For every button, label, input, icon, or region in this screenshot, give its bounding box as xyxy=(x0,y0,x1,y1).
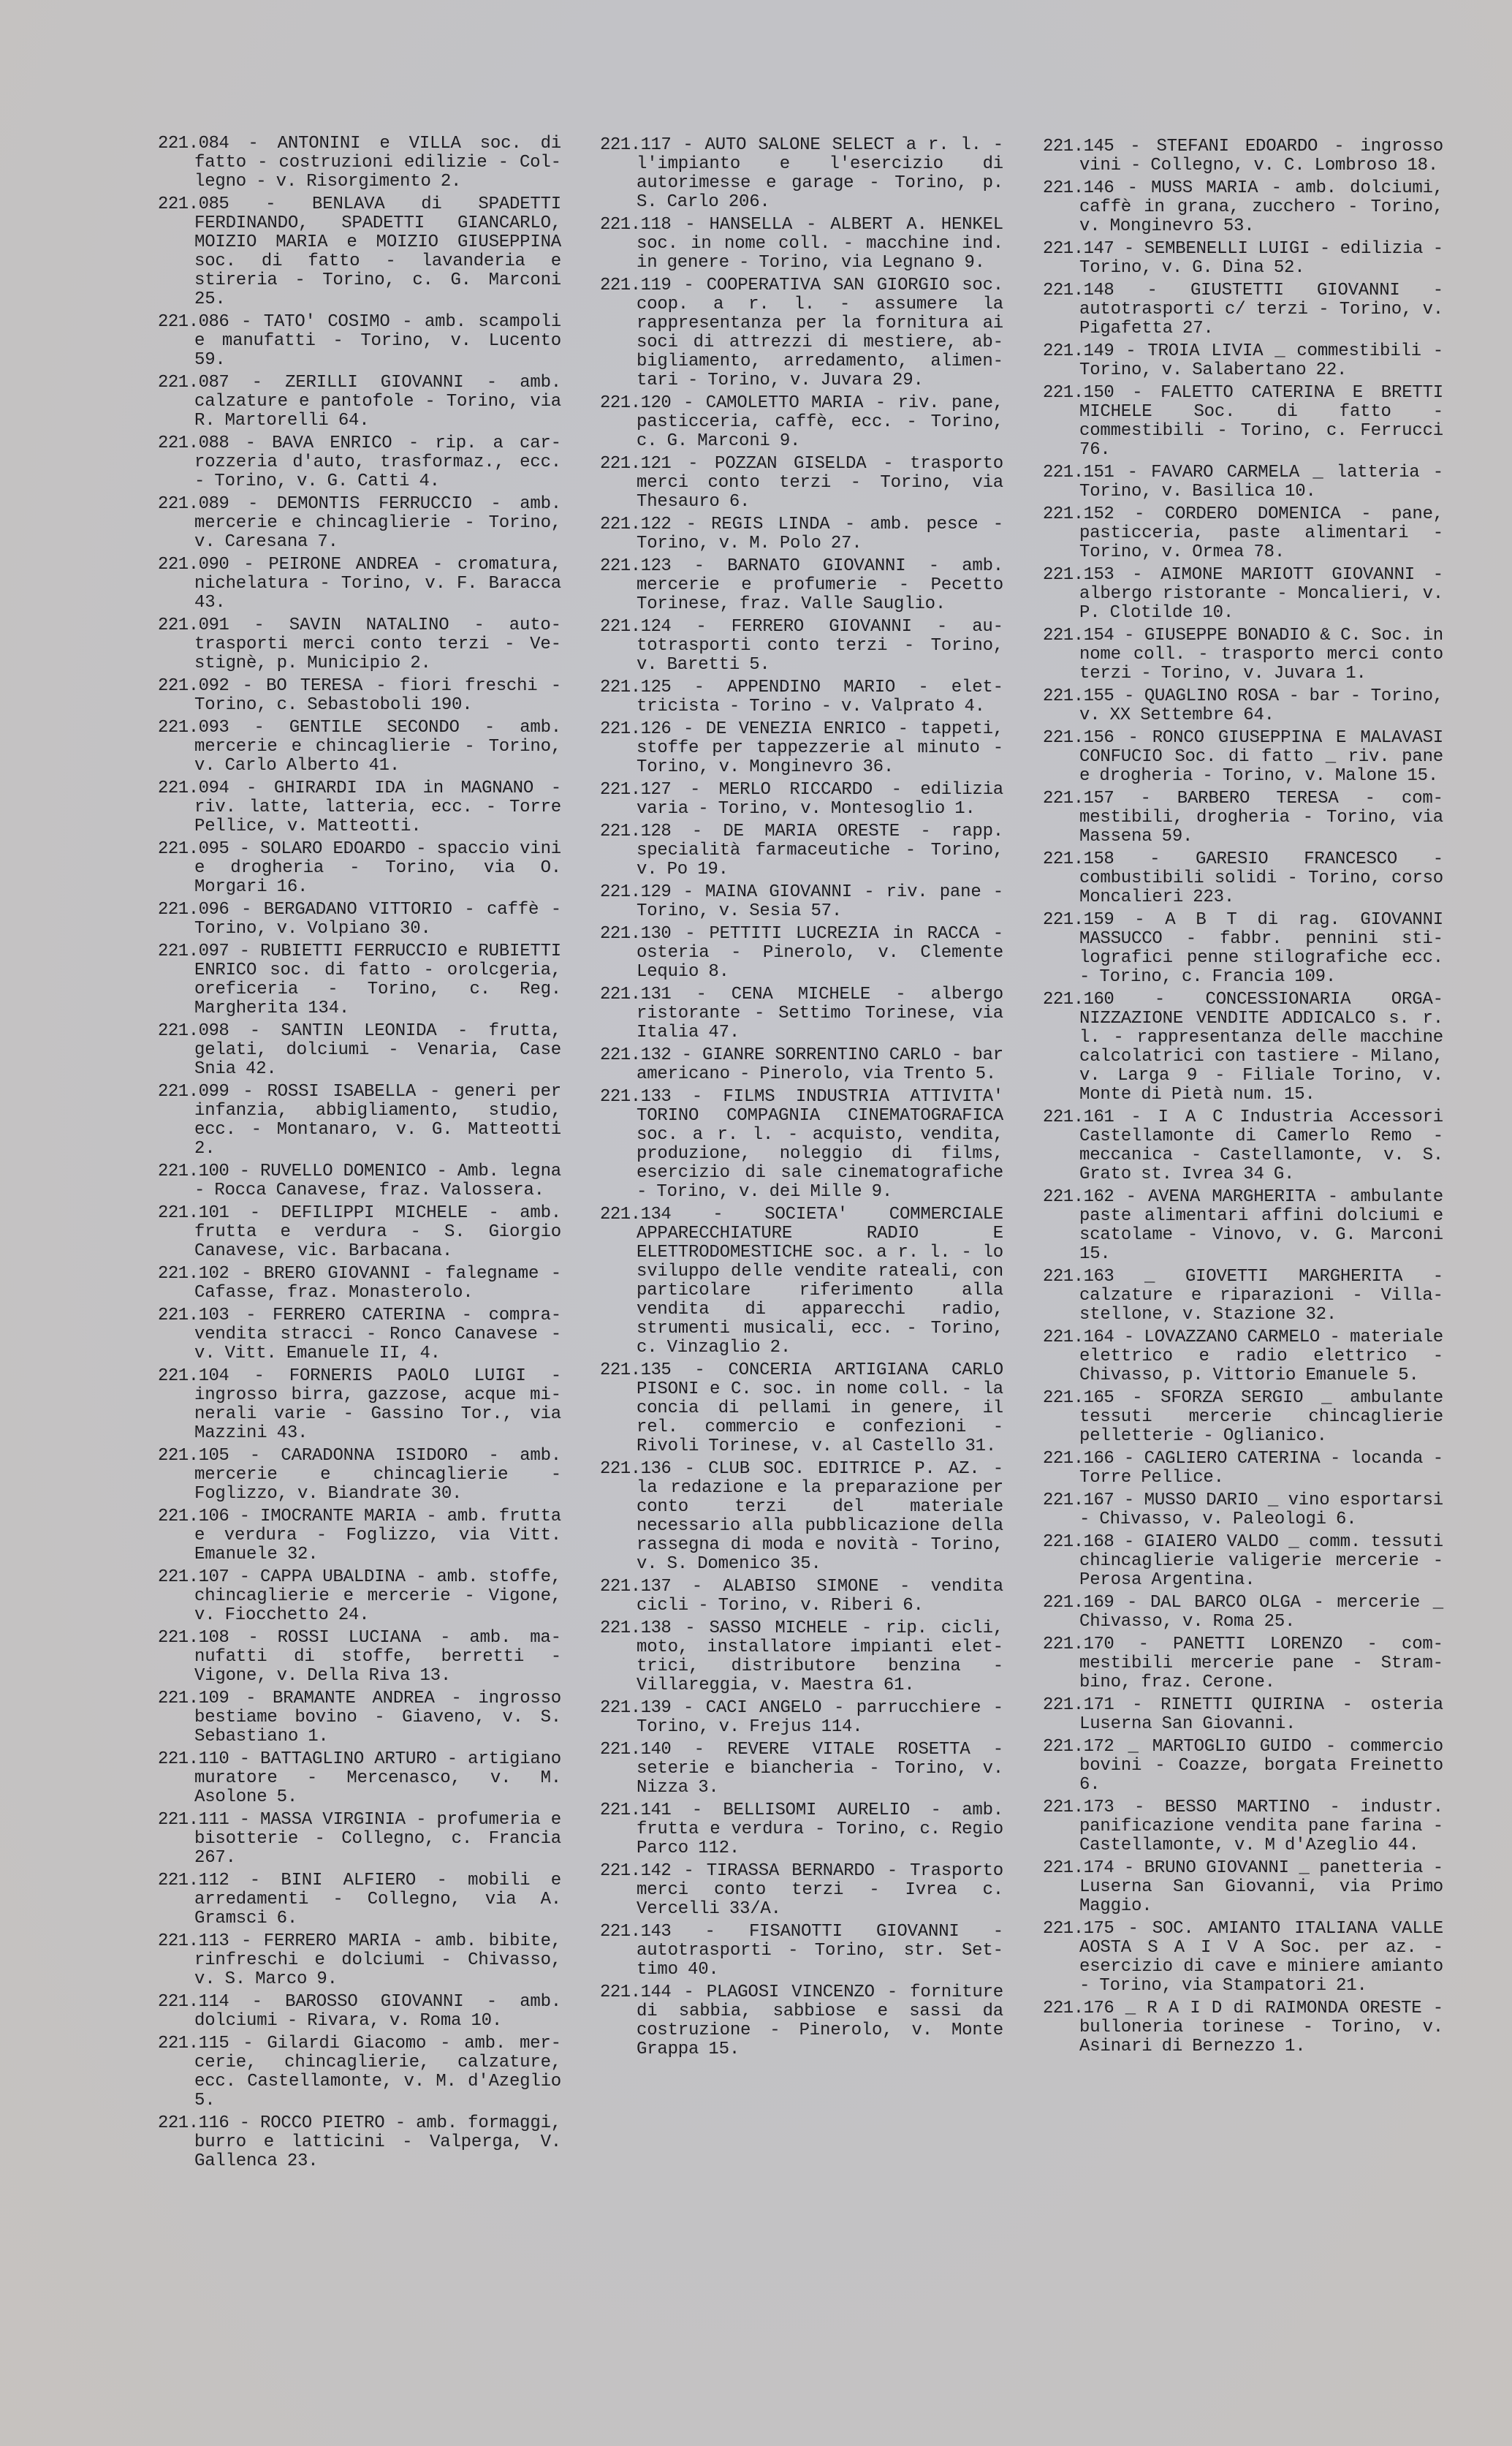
registry-entry xyxy=(1043,137,1443,175)
registry-entry xyxy=(1043,1920,1443,1996)
registry-entry xyxy=(158,135,561,192)
entry-number: 221.084 xyxy=(158,134,229,154)
registry-entry xyxy=(158,1629,561,1686)
registry-entry xyxy=(1043,729,1443,786)
entry-text: - MUSSO DARIO _ vino esportarsi - Chivasso, v. Paleologi 6. xyxy=(1079,1491,1444,1529)
entry-text: _ MARTOGLIO GUIDO - commercio bovini - Coazze, borgata Freinetto 6. xyxy=(1079,1737,1443,1795)
registry-entry xyxy=(158,556,561,613)
entry-number: 221.150 xyxy=(1043,383,1114,403)
entry-text: - SASSO MICHELE - rip. cicli, moto, installatore impianti elettrici, distributore benzina - Villareggia, v. Maestra 61. xyxy=(637,1618,1003,1695)
entry-text: - SFORZA SERGIO _ ambulante tessuti mercerie chincaglierie pelletterie - Oglianico. xyxy=(1079,1388,1444,1446)
entry-text: - BAROSSO GIOVANNI - amb. dolciumi - Rivara, v. Roma 10. xyxy=(194,1992,562,2031)
entry-text: - BESSO MARTINO - industr. panificazione vendita pane farina - Castellamonte, v. M d'Azeglio 44. xyxy=(1079,1798,1444,1855)
entry-text: - FERRERO MARIA - amb. bibite, rinfreschi e dolciumi - Chivasso, v. S. Marco 9. xyxy=(194,1931,562,1989)
registry-entry xyxy=(600,822,1003,879)
entry-number: 221.087 xyxy=(158,373,229,393)
entry-number: 221.093 xyxy=(158,718,229,738)
registry-entry xyxy=(1043,342,1443,380)
entry-text: - FALETTO CATERINA E BRETTI MICHELE Soc. di fatto - commestibili - Torino, c. Ferrucci 76. xyxy=(1079,383,1444,460)
entry-number: 221.172 xyxy=(1043,1737,1114,1757)
entry-text: - CENA MICHELE - albergo ristorante - Settimo Torinese, via Italia 47. xyxy=(637,985,1003,1042)
entry-number: 221.089 xyxy=(158,494,229,514)
entry-number: 221.148 xyxy=(1043,281,1114,300)
entry-number: 221.168 xyxy=(1043,1532,1114,1552)
entry-text: - AUTO SALONE SELECT a r. l. - l'impianto e l'esercizio di autorimesse e garage - Torino, p. S. Carlo 206. xyxy=(637,135,1004,212)
entry-number: 221.119 xyxy=(600,276,672,295)
registry-entry xyxy=(600,883,1003,921)
entry-number: 221.133 xyxy=(600,1087,672,1107)
entry-number: 221.132 xyxy=(600,1045,672,1065)
registry-entry xyxy=(600,781,1003,819)
column-right xyxy=(1043,137,1443,2060)
entry-text: - CARADONNA ISIDORO - amb. mercerie e chincaglierie - Foglizzo, v. Biandrate 30. xyxy=(194,1446,562,1504)
entry-number: 221.100 xyxy=(158,1162,229,1181)
entry-text: - FORNERIS PAOLO LUIGI - ingrosso birra, gazzose, acque minerali varie - Gassino Tor., via Mazzini 43. xyxy=(194,1366,561,1443)
column-middle xyxy=(600,136,1003,2063)
entry-text: - PEIRONE ANDREA - cromatura, nichelatura - Torino, v. F. Baracca 43. xyxy=(194,555,561,613)
entry-text: - SOLARO EDOARDO - spaccio vini e drogheria - Torino, via O. Morgari 16. xyxy=(194,839,561,897)
entry-text: - GENTILE SECONDO - amb. mercerie e chincaglierie - Torino, v. Carlo Alberto 41. xyxy=(194,718,561,776)
entry-text: - SOCIETA' COMMERCIALE APPARECCHIATURE RADIO E ELETTRODOMESTICHE soc. a r. l. - lo sviluppo delle vendite rateali, con particolare riferimento alla vendita di apparecchi radio, strumenti musicali, ecc. - Torino, c. Vinzaglio 2. xyxy=(637,1205,1003,1358)
entry-number: 221.112 xyxy=(158,1871,229,1890)
registry-entry xyxy=(158,677,561,715)
registry-entry xyxy=(1043,1328,1443,1385)
registry-entry xyxy=(1043,626,1443,684)
entry-number: 221.167 xyxy=(1043,1491,1114,1510)
registry-entry xyxy=(1043,505,1443,562)
entry-text: - GIUSEPPE BONADIO & C. Soc. in nome coll. - trasporto merci conto terzi - Torino, v. Juvara 1. xyxy=(1079,626,1444,684)
registry-entry xyxy=(600,1862,1003,1919)
registry-entry xyxy=(158,1083,561,1159)
registry-entry xyxy=(1043,1491,1443,1529)
registry-entry xyxy=(600,1741,1003,1798)
entry-number: 221.157 xyxy=(1043,789,1114,809)
entry-text: - PETTITI LUCREZIA in RACCA - osteria - Pinerolo, v. Clemente Lequio 8. xyxy=(637,924,1003,982)
registry-entry xyxy=(1043,240,1443,278)
entry-number: 221.175 xyxy=(1043,1919,1114,1939)
entry-text: - BINI ALFIERO - mobili e arredamenti - Collegno, via A. Gramsci 6. xyxy=(194,1871,561,1928)
entry-text: - POZZAN GISELDA - trasporto merci conto terzi - Torino, via Thesauro 6. xyxy=(637,454,1003,512)
registry-entry xyxy=(1043,1635,1443,1692)
entry-number: 221.146 xyxy=(1043,178,1114,198)
entry-number: 221.113 xyxy=(158,1931,229,1951)
entry-text: - ZERILLI GIOVANNI - amb. calzature e pantofole - Torino, via R. Martorelli 64. xyxy=(194,373,562,431)
registry-entry xyxy=(1043,850,1443,907)
entry-number: 221.091 xyxy=(158,616,229,635)
entry-number: 221.131 xyxy=(600,985,672,1004)
entry-text: - DEFILIPPI MICHELE - amb. frutta e verdura - S. Giorgio Canavese, vic. Barbacana. xyxy=(194,1203,562,1261)
entry-text: - REVERE VITALE ROSETTA - seterie e biancheria - Torino, v. Nizza 3. xyxy=(637,1740,1004,1798)
entry-number: 221.115 xyxy=(158,2034,229,2053)
entry-number: 221.169 xyxy=(1043,1593,1114,1613)
entry-text: - STEFANI EDOARDO - ingrosso vini - Collegno, v. C. Lombroso 18. xyxy=(1079,137,1444,175)
entry-text: - GIAIERO VALDO _ comm. tessuti chincaglierie valigerie mercerie - Perosa Argentina. xyxy=(1079,1532,1444,1590)
entry-number: 221.165 xyxy=(1043,1388,1114,1408)
entry-number: 221.144 xyxy=(600,1983,672,2002)
entry-number: 221.164 xyxy=(1043,1328,1114,1347)
entry-text: - RUVELLO DOMENICO - Amb. legna - Rocca Canavese, fraz. Valossera. xyxy=(194,1162,561,1200)
registry-entry xyxy=(1043,1594,1443,1632)
entry-number: 221.170 xyxy=(1043,1635,1114,1654)
registry-entry xyxy=(600,1205,1003,1358)
registry-entry xyxy=(1043,1389,1443,1446)
registry-entry xyxy=(1043,179,1443,236)
entry-number: 221.106 xyxy=(158,1507,229,1526)
entry-number: 221.123 xyxy=(600,556,672,576)
entry-text: - PLAGOSI VINCENZO - forniture di sabbia, sabbiose e sassi da costruzione - Pinerolo, v. Monte Grappa 15. xyxy=(637,1983,1004,2059)
entry-text: - HANSELLA - ALBERT A. HENKEL soc. in nome coll. - macchine ind. in genere - Torino, via Legnano 9. xyxy=(637,215,1003,273)
entry-number: 221.104 xyxy=(158,1366,229,1386)
registry-entry xyxy=(158,374,561,431)
entry-text: - GIANRE SORRENTINO CARLO - bar americano - Pinerolo, via Trento 5. xyxy=(637,1045,1003,1084)
entry-text: - TIRASSA BERNARDO - Trasporto merci conto terzi - Ivrea c. Vercelli 33/A. xyxy=(637,1861,1004,1919)
entry-text: - Gilardi Giacomo - amb. mercerie, chincaglierie, calzature, ecc. Castellamonte, v. M. d'Azeglio 5. xyxy=(194,2034,561,2110)
entry-text: - RINETTI QUIRINA - osteria Luserna San Giovanni. xyxy=(1079,1695,1444,1734)
entry-text: - DEMONTIS FERRUCCIO - amb. mercerie e chincaglierie - Torino, v. Caresana 7. xyxy=(194,494,562,552)
entry-text: - TROIA LIVIA _ commestibili - Torino, v. Salabertano 22. xyxy=(1079,341,1443,380)
entry-text: - FERRERO GIOVANNI - autotrasporti conto terzi - Torino, v. Baretti 5. xyxy=(637,617,1004,675)
registry-entry xyxy=(1043,1108,1443,1184)
entry-text: - MAINA GIOVANNI - riv. pane - Torino, v. Sesia 57. xyxy=(637,882,1003,921)
registry-entry xyxy=(1043,1450,1443,1488)
entry-number: 221.159 xyxy=(1043,910,1114,930)
entry-text: - AIMONE MARIOTT GIOVANNI - albergo ristorante - Moncalieri, v. P. Clotilde 10. xyxy=(1079,565,1444,623)
entry-number: 221.116 xyxy=(158,2113,229,2133)
entry-number: 221.095 xyxy=(158,839,229,859)
registry-entry xyxy=(600,1361,1003,1456)
entry-number: 221.125 xyxy=(600,678,672,697)
entry-text: - AVENA MARGHERITA - ambulante paste alimentari affini dolciumi e scatolame - Vinovo, v. G. Marconi 15. xyxy=(1079,1187,1443,1264)
registry-entry xyxy=(600,1983,1003,2059)
entry-text: - MERLO RICCARDO - edilizia varia - Torino, v. Montesoglio 1. xyxy=(637,780,1004,819)
entry-text: - CAPPA UBALDINA - amb. stoffe, chincaglierie e mercerie - Vigone, v. Fiocchetto 24. xyxy=(194,1567,561,1625)
registry-entry xyxy=(158,1689,561,1746)
entry-text: - FERRERO CATERINA - compra-vendita stracci - Ronco Canavese - v. Vitt. Emanuele II, 4. xyxy=(194,1306,561,1363)
registry-entry xyxy=(158,434,561,491)
registry-entry xyxy=(158,719,561,776)
entry-text: - CONCESSIONARIA ORGANIZZAZIONE VENDITE ADDICALCO s. r. l. - rappresentanza delle macchine calcolatrici con tastiere - Milano, v. Larga 9 - Filiale Torino, v. Monte di Pietà num. 15. xyxy=(1079,990,1444,1105)
entry-number: 221.098 xyxy=(158,1021,229,1041)
entry-text: - BAVA ENRICO - rip. a carrozzeria d'auto, trasformaz., ecc. - Torino, v. G. Catti 4. xyxy=(194,433,562,491)
entry-text: - ROSSI LUCIANA - amb. manufatti di stoffe, berretti - Vigone, v. Della Riva 13. xyxy=(194,1628,562,1686)
registry-entry xyxy=(1043,911,1443,987)
entry-text: - ROCCO PIETRO - amb. formaggi, burro e latticini - Valperga, V. Gallenca 23. xyxy=(194,2113,561,2171)
entry-text: - GIUSTETTI GIOVANNI - autotrasporti c/ terzi - Torino, v. Pigafetta 27. xyxy=(1079,281,1444,338)
entry-text: _ R A I D di RAIMONDA ORESTE - bulloneria torinese - Torino, v. Asinari di Bernezzo 1. xyxy=(1079,1999,1443,2056)
entry-text: - BENLAVA di SPADETTI FERDINANDO, SPADETTI GIANCARLO, MOIZIO MARIA e MOIZIO GIUSEPPINA soc. di fatto - lavanderia e stireria - Torino, c. G. Marconi 25. xyxy=(194,194,562,309)
entry-number: 221.122 xyxy=(600,515,672,534)
entry-number: 221.154 xyxy=(1043,626,1114,645)
registry-entry xyxy=(600,1619,1003,1695)
registry-entry xyxy=(600,1460,1003,1574)
entry-number: 221.094 xyxy=(158,779,229,798)
entry-text: - DE MARIA ORESTE - rapp. specialità farmaceutiche - Torino, v. Po 19. xyxy=(637,822,1003,879)
entry-number: 221.171 xyxy=(1043,1695,1114,1715)
registry-entry xyxy=(1043,384,1443,460)
entry-number: 221.118 xyxy=(600,215,672,235)
entry-number: 221.117 xyxy=(600,135,672,155)
entry-text: - SOC. AMIANTO ITALIANA VALLE AOSTA S A I V A Soc. per az. - esercizio di cave e miniere amianto - Torino, via Stampatori 21. xyxy=(1079,1919,1443,1996)
registry-entry xyxy=(600,216,1003,273)
entry-number: 221.111 xyxy=(158,1810,229,1830)
entry-number: 221.143 xyxy=(600,1922,672,1942)
entry-number: 221.149 xyxy=(1043,341,1114,361)
entry-text: - GARESIO FRANCESCO - combustibili solidi - Torino, corso Moncalieri 223. xyxy=(1079,849,1444,907)
entry-number: 221.161 xyxy=(1043,1107,1114,1127)
entry-number: 221.137 xyxy=(600,1577,672,1597)
registry-entry xyxy=(158,1447,561,1504)
entry-text: - TATO' COSIMO - amb. scampoli e manufatti - Torino, v. Lucento 59. xyxy=(194,312,562,370)
entry-number: 221.152 xyxy=(1043,504,1114,524)
registry-entry xyxy=(158,495,561,552)
entry-text: - DAL BARCO OLGA - mercerie _ Chivasso, v. Roma 25. xyxy=(1079,1593,1443,1632)
registry-entry xyxy=(158,1932,561,1989)
entry-text: - PANETTI LORENZO - commestibili mercerie pane - Strambino, fraz. Cerone. xyxy=(1079,1635,1444,1692)
registry-entry xyxy=(1043,281,1443,338)
registry-entry xyxy=(600,1046,1003,1084)
registry-entry xyxy=(158,1306,561,1363)
entry-number: 221.102 xyxy=(158,1264,229,1284)
entry-text: - RONCO GIUSEPPINA E MALAVASI CONFUCIO Soc. di fatto _ riv. pane e drogheria - Torino, v. Malone 15. xyxy=(1079,728,1443,786)
registry-entry xyxy=(158,1750,561,1807)
registry-entry xyxy=(600,136,1003,212)
entry-text: _ GIOVETTI MARGHERITA - calzature e riparazioni - Villastellone, v. Stazione 32. xyxy=(1079,1267,1443,1325)
registry-entry xyxy=(1043,1999,1443,2056)
registry-entry xyxy=(158,1811,561,1868)
registry-entry xyxy=(600,557,1003,614)
entry-number: 221.134 xyxy=(600,1205,672,1224)
entry-text: - BERGADANO VITTORIO - caffè - Torino, v. Volpiano 30. xyxy=(194,900,562,939)
entry-number: 221.114 xyxy=(158,1992,229,2012)
entry-text: - CONCERIA ARTIGIANA CARLO PISONI e C. soc. in nome coll. - la concia di pellami in genere, il rel. commercio e confezioni - Rivoli Torinese, v. al Castello 31. xyxy=(637,1360,1004,1456)
entry-text: - GHIRARDI IDA in MAGNANO - riv. latte, latteria, ecc. - Torre Pellice, v. Matteotti. xyxy=(194,779,561,836)
registry-entry xyxy=(158,1367,561,1443)
entry-number: 221.096 xyxy=(158,900,229,920)
entry-number: 221.090 xyxy=(158,555,229,575)
registry-entry xyxy=(1043,1798,1443,1855)
entry-number: 221.151 xyxy=(1043,463,1114,482)
entry-text: - ROSSI ISABELLA - generi per infanzia, abbigliamento, studio, ecc. - Montanaro, v. G. Matteotti 2. xyxy=(194,1082,561,1159)
entry-number: 221.162 xyxy=(1043,1187,1114,1207)
entry-text: - CORDERO DOMENICA - pane, pasticceria, paste alimentari - Torino, v. Ormea 78. xyxy=(1079,504,1444,562)
entry-text: - SAVIN NATALINO - autotrasporti merci conto terzi - Vestignè, p. Municipio 2. xyxy=(194,616,562,673)
entry-number: 221.138 xyxy=(600,1618,672,1638)
registry-entry xyxy=(158,616,561,673)
entry-number: 221.107 xyxy=(158,1567,229,1587)
entry-number: 221.147 xyxy=(1043,239,1114,259)
entry-number: 221.153 xyxy=(1043,565,1114,585)
entry-number: 221.136 xyxy=(600,1459,672,1479)
registry-entry xyxy=(158,901,561,939)
registry-entry xyxy=(600,515,1003,553)
entry-number: 221.121 xyxy=(600,454,672,474)
entry-number: 221.108 xyxy=(158,1628,229,1648)
entry-number: 221.173 xyxy=(1043,1798,1114,1817)
entry-number: 221.135 xyxy=(600,1360,672,1380)
entry-text: - FISANOTTI GIOVANNI - autotrasporti - Torino, str. Settimo 40. xyxy=(637,1922,1004,1980)
entry-number: 221.141 xyxy=(600,1801,672,1820)
registry-entry xyxy=(158,1265,561,1303)
entry-text: - IMOCRANTE MARIA - amb. frutta e verdura - Foglizzo, via Vitt. Emanuele 32. xyxy=(194,1507,561,1564)
entry-number: 221.097 xyxy=(158,942,229,961)
entry-text: - SANTIN LEONIDA - frutta, gelati, dolciumi - Venaria, Case Snia 42. xyxy=(194,1021,562,1079)
entry-text: - MASSA VIRGINIA - profumeria e bisotterie - Collegno, c. Francia 267. xyxy=(194,1810,561,1868)
entry-number: 221.128 xyxy=(600,822,672,841)
entry-text: - BELLISOMI AURELIO - amb. frutta e verdura - Torino, c. Regio Parco 112. xyxy=(637,1801,1004,1858)
registry-entry xyxy=(600,618,1003,675)
entry-text: - BARBERO TERESA - commestibili, drogheria - Torino, via Massena 59. xyxy=(1079,789,1443,847)
entry-text: - APPENDINO MARIO - elettricista - Torino - v. Valprato 4. xyxy=(637,678,1004,716)
registry-entry xyxy=(600,1923,1003,1980)
registry-entry xyxy=(600,1801,1003,1858)
entry-text: - FILMS INDUSTRIA ATTIVITA' TORINO COMPAGNIA CINEMATOGRAFICA soc. a r. l. - acquisto, vendita, produzione, noleggio di films, esercizio di sale cinematografiche - Torino, v. dei Mille 9. xyxy=(637,1087,1003,1202)
entry-number: 221.158 xyxy=(1043,849,1114,869)
registry-entry xyxy=(158,840,561,897)
registry-entry xyxy=(600,276,1003,390)
entry-number: 221.160 xyxy=(1043,990,1114,1010)
entry-number: 221.142 xyxy=(600,1861,672,1881)
registry-entry xyxy=(1043,687,1443,725)
entry-number: 221.101 xyxy=(158,1203,229,1223)
entry-number: 221.120 xyxy=(600,393,672,413)
registry-entry xyxy=(158,2114,561,2171)
registry-entry xyxy=(158,1871,561,1928)
registry-entry xyxy=(158,1568,561,1625)
registry-entry xyxy=(1043,790,1443,847)
registry-entry xyxy=(600,1699,1003,1737)
entry-text: - BRUNO GIOVANNI _ panetteria - Luserna San Giovanni, via Primo Maggio. xyxy=(1079,1858,1444,1916)
column-left xyxy=(158,135,561,2175)
registry-entry xyxy=(158,779,561,836)
entry-number: 221.127 xyxy=(600,780,672,800)
entry-text: - BRAMANTE ANDREA - ingrosso bestiame bovino - Giaveno, v. S. Sebastiano 1. xyxy=(194,1689,561,1746)
registry-entry xyxy=(1043,566,1443,623)
entry-number: 221.155 xyxy=(1043,686,1114,706)
registry-entry xyxy=(600,720,1003,777)
registry-entry xyxy=(158,1162,561,1200)
registry-entry xyxy=(158,313,561,370)
entry-number: 221.092 xyxy=(158,676,229,696)
entry-number: 221.126 xyxy=(600,719,672,739)
registry-entry xyxy=(600,394,1003,451)
registry-entry xyxy=(158,195,561,309)
registry-entry xyxy=(600,985,1003,1042)
registry-entry xyxy=(158,942,561,1018)
entry-text: - FAVARO CARMELA _ latteria - Torino, v. Basilica 10. xyxy=(1079,463,1444,501)
entry-text: - BATTAGLINO ARTURO - artigiano muratore - Mercenasco, v. M. Asolone 5. xyxy=(194,1749,562,1807)
entry-text: - LOVAZZANO CARMELO - materiale elettrico e radio elettrico - Chivasso, p. Vittorio Emanuele 5. xyxy=(1079,1328,1444,1385)
entry-number: 221.130 xyxy=(600,924,672,944)
entry-number: 221.088 xyxy=(158,433,229,453)
entry-number: 221.174 xyxy=(1043,1858,1114,1878)
entry-number: 221.085 xyxy=(158,194,229,214)
entry-number: 221.109 xyxy=(158,1689,229,1708)
entry-text: - CAMOLETTO MARIA - riv. pane, pasticceria, caffè, ecc. - Torino, c. G. Marconi 9. xyxy=(637,393,1004,451)
entry-text: - BARNATO GIOVANNI - amb. mercerie e profumerie - Pecetto Torinese, fraz. Valle Sauglio. xyxy=(637,556,1004,614)
entry-number: 221.176 xyxy=(1043,1999,1114,2018)
registry-entry xyxy=(1043,1696,1443,1734)
registry-entry xyxy=(1043,1859,1443,1916)
registry-entry xyxy=(1043,1188,1443,1264)
entry-text: - QUAGLINO ROSA - bar - Torino, v. XX Settembre 64. xyxy=(1079,686,1444,725)
entry-number: 221.129 xyxy=(600,882,672,902)
entry-number: 221.105 xyxy=(158,1446,229,1466)
entry-text: - ANTONINI e VILLA soc. di fatto - costruzioni edilizie - Collegno - v. Risorgimento 2. xyxy=(194,134,562,192)
entry-text: - SEMBENELLI LUIGI - edilizia - Torino, v. G. Dina 52. xyxy=(1079,239,1444,278)
entry-number: 221.139 xyxy=(600,1698,672,1718)
entry-text: - I A C Industria Accessori Castellamonte di Camerlo Remo - meccanica - Castellamonte, v. S. Grato st. Ivrea 34 G. xyxy=(1079,1107,1444,1184)
entry-text: - CAGLIERO CATERINA - locanda - Torre Pellice. xyxy=(1079,1449,1444,1488)
registry-entry xyxy=(158,1022,561,1079)
entry-text: - DE VENEZIA ENRICO - tappeti, stoffe per tappezzerie al minuto - Torino, v. Monginevro 36. xyxy=(637,719,1004,777)
entry-number: 221.124 xyxy=(600,617,672,637)
registry-entry xyxy=(158,1507,561,1564)
entry-text: - CACI ANGELO - parrucchiere - Torino, v. Frejus 114. xyxy=(637,1698,1004,1737)
entry-text: - CLUB SOC. EDITRICE P. AZ. - la redazione e la preparazione per conto terzi del materiale necessario alla pubblicazione della rassegna di moda e novità - Torino, v. S. Domenico 35. xyxy=(637,1459,1004,1574)
entry-text: - BRERO GIOVANNI - falegname - Cafasse, fraz. Monasterolo. xyxy=(194,1264,562,1303)
registry-entry xyxy=(158,1993,561,2031)
registry-entry xyxy=(1043,991,1443,1105)
entry-number: 221.103 xyxy=(158,1306,229,1325)
entry-text: - COOPERATIVA SAN GIORGIO soc. coop. a r. l. - assumere la rappresentanza per la fornitura ai soci di attrezzi di mestiere, abbigliamento, arredamento, alimentari - Torino, v. Juvara 29. xyxy=(637,276,1004,390)
entry-number: 221.163 xyxy=(1043,1267,1114,1287)
registry-entry xyxy=(1043,1738,1443,1795)
entry-number: 221.140 xyxy=(600,1740,672,1760)
registry-entry xyxy=(1043,1268,1443,1325)
registry-entry xyxy=(600,678,1003,716)
entry-text: - MUSS MARIA - amb. dolciumi, caffè in grana, zucchero - Torino, v. Monginevro 53. xyxy=(1079,178,1444,236)
entry-number: 221.156 xyxy=(1043,728,1114,748)
entry-text: - BO TERESA - fiori freschi - Torino, c. Sebastoboli 190. xyxy=(194,676,562,715)
registry-entry xyxy=(158,2034,561,2110)
registry-entry xyxy=(600,1088,1003,1202)
entry-number: 221.086 xyxy=(158,312,229,332)
registry-entry xyxy=(600,925,1003,982)
registry-entry xyxy=(1043,463,1443,501)
entry-number: 221.145 xyxy=(1043,137,1114,156)
entry-text: - ALABISO SIMONE - vendita cicli - Torino, v. Riberi 6. xyxy=(637,1577,1004,1616)
entry-text: - A B T di rag. GIOVANNI MASSUCCO - fabbr. pennini stilografici penne stilografiche ecc. - Torino, c. Francia 109. xyxy=(1079,910,1444,987)
entry-text: - REGIS LINDA - amb. pesce - Torino, v. M. Polo 27. xyxy=(637,515,1004,553)
entry-number: 221.166 xyxy=(1043,1449,1114,1469)
registry-entry xyxy=(1043,1533,1443,1590)
registry-entry xyxy=(158,1204,561,1261)
entry-number: 221.099 xyxy=(158,1082,229,1102)
entry-text: - RUBIETTI FERRUCCIO e RUBIETTI ENRICO soc. di fatto - orolcgeria, oreficeria - Torino, c. Reg. Margherita 134. xyxy=(194,942,562,1018)
registry-entry xyxy=(600,1578,1003,1616)
entry-number: 221.110 xyxy=(158,1749,229,1769)
registry-entry xyxy=(600,455,1003,512)
